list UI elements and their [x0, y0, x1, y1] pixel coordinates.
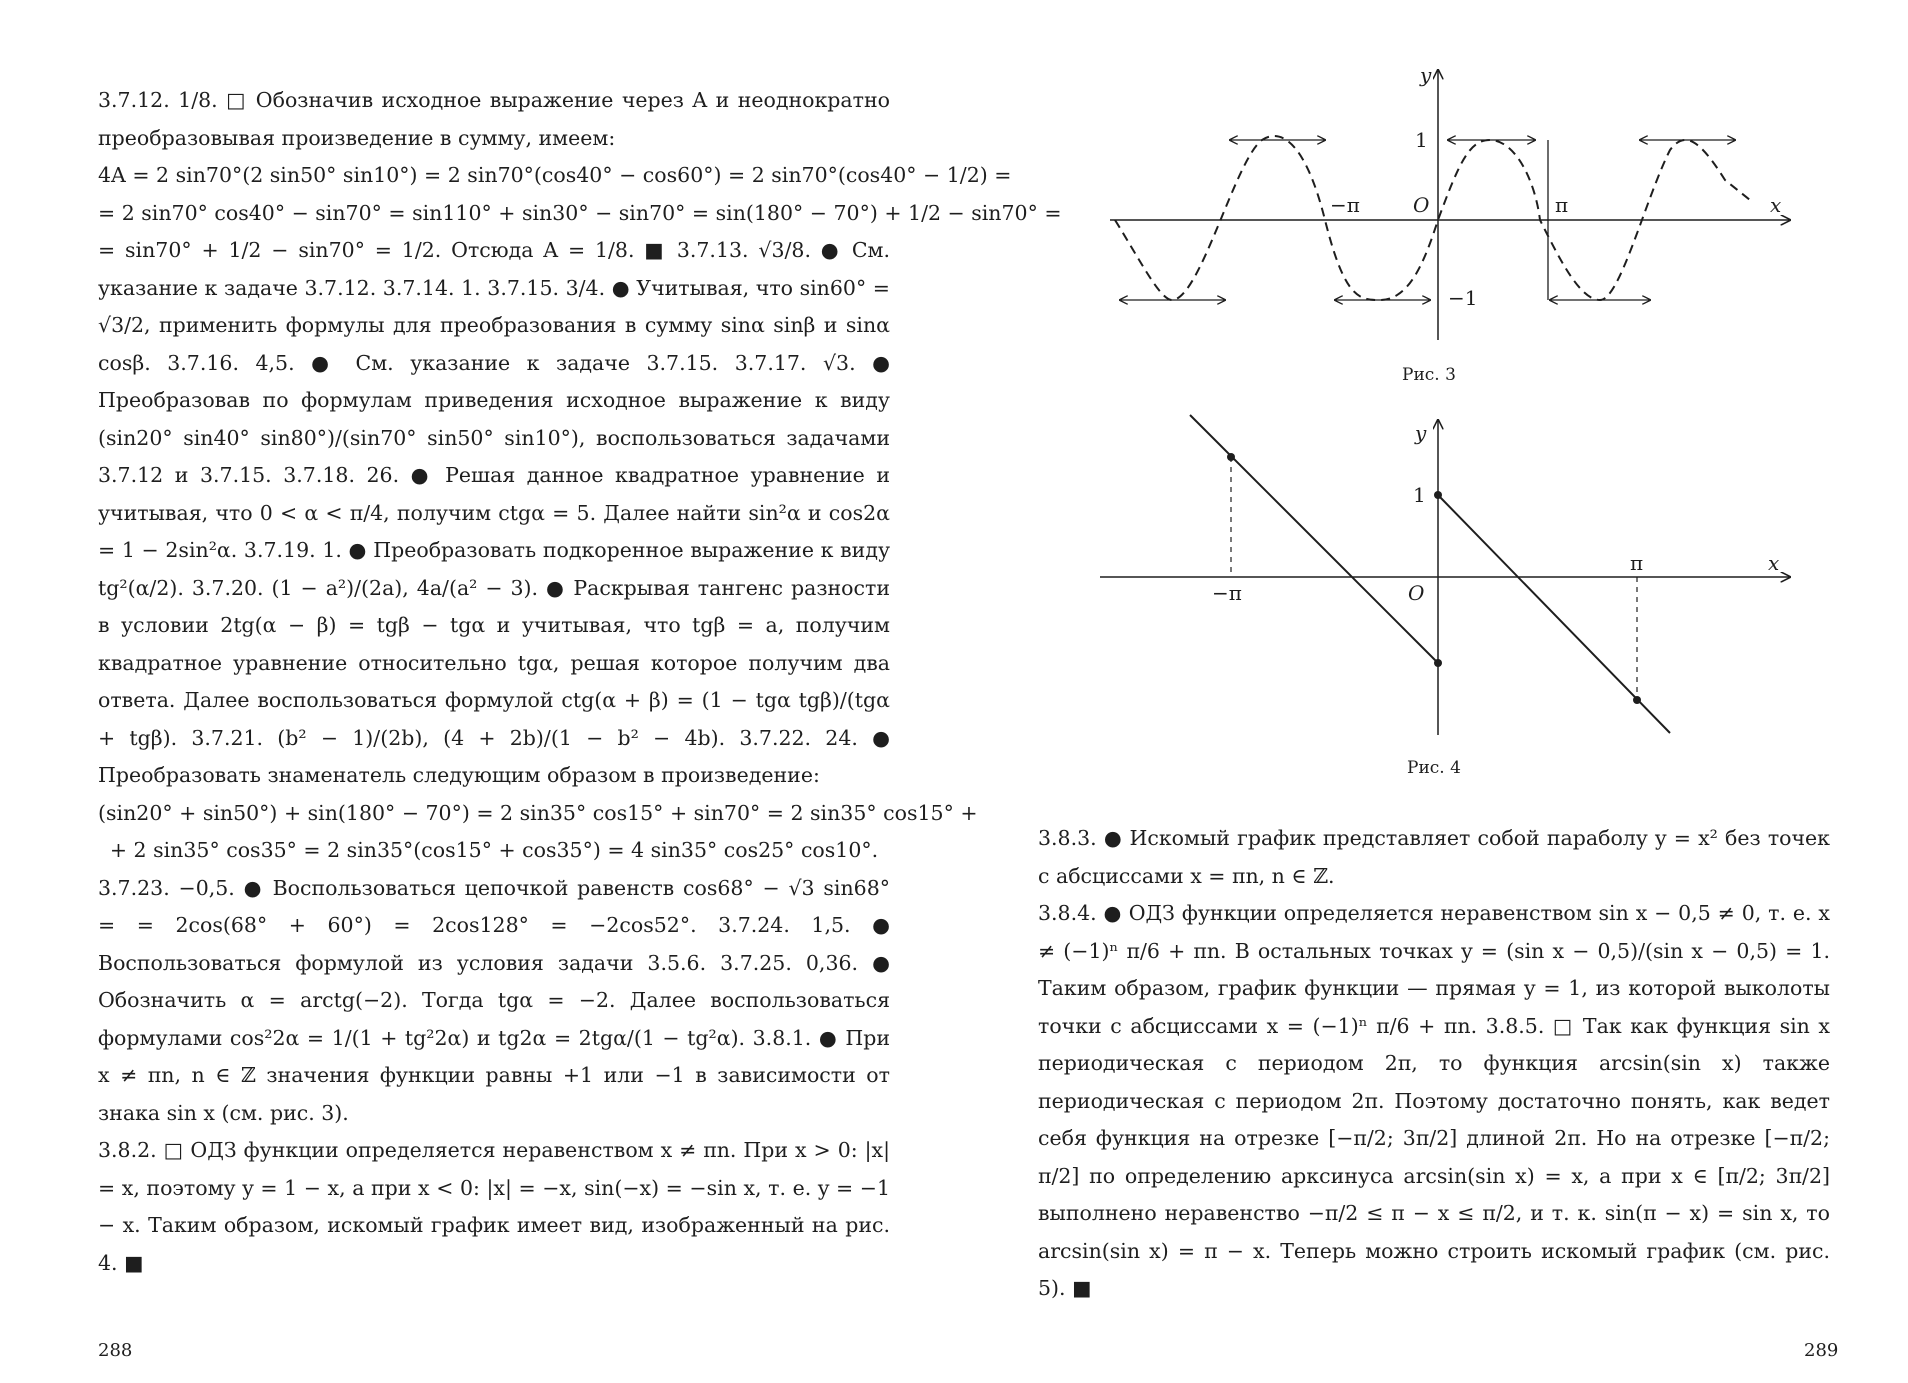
- label-pi: π: [1555, 193, 1569, 217]
- label-minus-pi: −π: [1212, 581, 1242, 605]
- label-x: x: [1768, 551, 1780, 575]
- point: [1633, 696, 1641, 704]
- label-y: y: [1415, 421, 1427, 445]
- point: [1227, 453, 1235, 461]
- equation-line: + 2 sin35° cos35° = 2 sin35°(cos15° + cos35°) = 4 sin35° cos25° cos10°.: [109, 838, 879, 862]
- label-origin: O: [1413, 193, 1430, 217]
- paragraph-3-8-3: 3.8.3. ● Искомый график представляет собой параболу y = x² без точек с абсциссами x = πn, n ∈ ℤ.: [1038, 826, 1830, 888]
- right-page: [954, 0, 1908, 1383]
- dashed-sine-curve: [1115, 136, 1750, 300]
- right-text-block: [1038, 820, 1830, 1308]
- figure-3-caption: Рис. 3: [1402, 365, 1456, 385]
- label-pi: π: [1630, 551, 1644, 575]
- label-y: y: [1420, 63, 1432, 87]
- graph-left-branch: [1190, 415, 1438, 663]
- figure-4: [954, 400, 1908, 740]
- equation-line: 4A = 2 sin70°(2 sin50° sin10°) = 2 sin70°(cos40° − cos60°) = 2 sin70°(cos40° − 1/2) =: [98, 163, 1012, 187]
- page-number-right: 289: [1804, 1340, 1839, 1361]
- point: [1434, 659, 1442, 667]
- paragraph-3-7-13-to-3-7-22: = sin70° + 1/2 − sin70° = 1/2. Отсюда A = 1/8. ■ 3.7.13. √3/8. ● См. указание к задаче 3.7.12. 3.7.14. 1. 3.7.15. 3/4. ● Учитывая, что sin60° = √3/2, применить формулы для преобразования в сумму sinα sinβ и sinα cosβ. 3.7.16. 4,5. ● См. указание к задаче 3.7.15. 3.7.17. √3. ● Преобразовав по формулам приведения исходное выражение к виду (sin20° sin40° sin80°)/(sin70° sin50° sin10°), воспользоваться задачами 3.7.12 и 3.7.15. 3.7.18. 26. ● Решая данное квадратное уравнение и учитывая, что 0 < α < π/4, получим ctgα = 5. Далее найти sin²α и cos2α = 1 − 2sin²α. 3.7.19. 1. ● Преобразовать подкоренное выражение к виду tg²(α/2). 3.7.20. (1 − a²)/(2a), 4a/(a² − 3). ● Раскрывая тангенс разности в условии 2tg(α − β) = tgβ − tgα и учитывая, что tgβ = a, получим квадратное уравнение относительно tgα, решая которое получим два ответа. Далее воспользоваться формулой ctg(α + β) = (1 − tgα tgβ)/(tgα + tgβ). 3.7.21. (b² − 1)/(2b), (4 + 2b)/(1 − b² − 4b). 3.7.22. 24. ● Преобразовать знаменатель следующим образом в произведение:: [98, 238, 890, 787]
- equation-line: (sin20° + sin50°) + sin(180° − 70°) = 2 sin35° cos15° + sin70° = 2 sin35° cos15° +: [98, 800, 978, 825]
- label-minus-one: −1: [1448, 286, 1478, 310]
- label-one: 1: [1413, 483, 1426, 507]
- label-x: x: [1770, 193, 1782, 217]
- paragraph-3-8-2: 3.8.2. □ ОДЗ функции определяется неравенством x ≠ πn. При x > 0: |x| = x, поэтому y = 1 − x, а при x < 0: |x| = −x, sin(−x) = −sin x, т. е. y = −1 − x. Таким образом, искомый график имеет вид, изображенный на рис. 4. ■: [98, 1138, 890, 1275]
- paragraph-3-7-23-to-3-8-1: 3.7.23. −0,5. ● Воспользоваться цепочкой равенств cos68° − √3 sin68° = = 2cos(68° + 60°) = 2cos128° = −2cos52°. 3.7.24. 1,5. ● Воспользоваться формулой из условия задачи 3.5.6. 3.7.25. 0,36. ● Обозначить α = arctg(−2). Тогда tgα = −2. Далее воспользоваться формулами cos²2α = 1/(1 + tg²2α) и tg2α = 2tgα/(1 − tg²α). 3.8.1. ● При x ≠ πn, n ∈ ℤ значения функции равны +1 или −1 в зависимости от знака sin x (см. рис. 3).: [98, 875, 890, 1125]
- page-number-left: 288: [98, 1340, 133, 1361]
- label-origin: O: [1408, 581, 1425, 605]
- paragraph-3-8-4-to-3-8-5: 3.8.4. ● ОДЗ функции определяется неравенством sin x − 0,5 ≠ 0, т. е. x ≠ (−1)ⁿ π/6 + πn. В остальных точках y = (sin x − 0,5)/(sin x − 0,5) = 1. Таким образом, график функции — прямая y = 1, из которой выколоты точки с абсциссами x = (−1)ⁿ π/6 + πn. 3.8.5. □ Так как функция sin x периодическая с периодом 2π, то функция arcsin(sin x) также периодическая с периодом 2π. Поэтому достаточно понять, как ведет себя функция на отрезке [−π/2; 3π/2] длиной 2π. Но на отрезке [−π/2; π/2] по определению арксинуса arcsin(sin x) = x, а при x ∈ [π/2; 3π/2] выполнено неравенство −π/2 ≤ π − x ≤ π/2, и т. к. sin(π − x) = sin x, то arcsin(sin x) = π − x. Теперь можно строить искомый график (см. рис. 5). ■: [1038, 901, 1830, 1300]
- figure-4-caption: Рис. 4: [1407, 758, 1461, 778]
- left-text-block: [98, 82, 1062, 1282]
- label-minus-pi: −π: [1330, 193, 1360, 217]
- label-one: 1: [1415, 128, 1428, 152]
- equation-line: = 2 sin70° cos40° − sin70° = sin110° + sin30° − sin70° = sin(180° − 70°) + 1/2 − sin70° =: [98, 200, 1062, 225]
- figure-3: [954, 60, 1908, 310]
- paragraph-3-7-12: 3.7.12. 1/8. □ Обозначив исходное выражение через A и неоднократно преобразовывая произведение в сумму, имеем:: [98, 88, 890, 150]
- point: [1434, 491, 1442, 499]
